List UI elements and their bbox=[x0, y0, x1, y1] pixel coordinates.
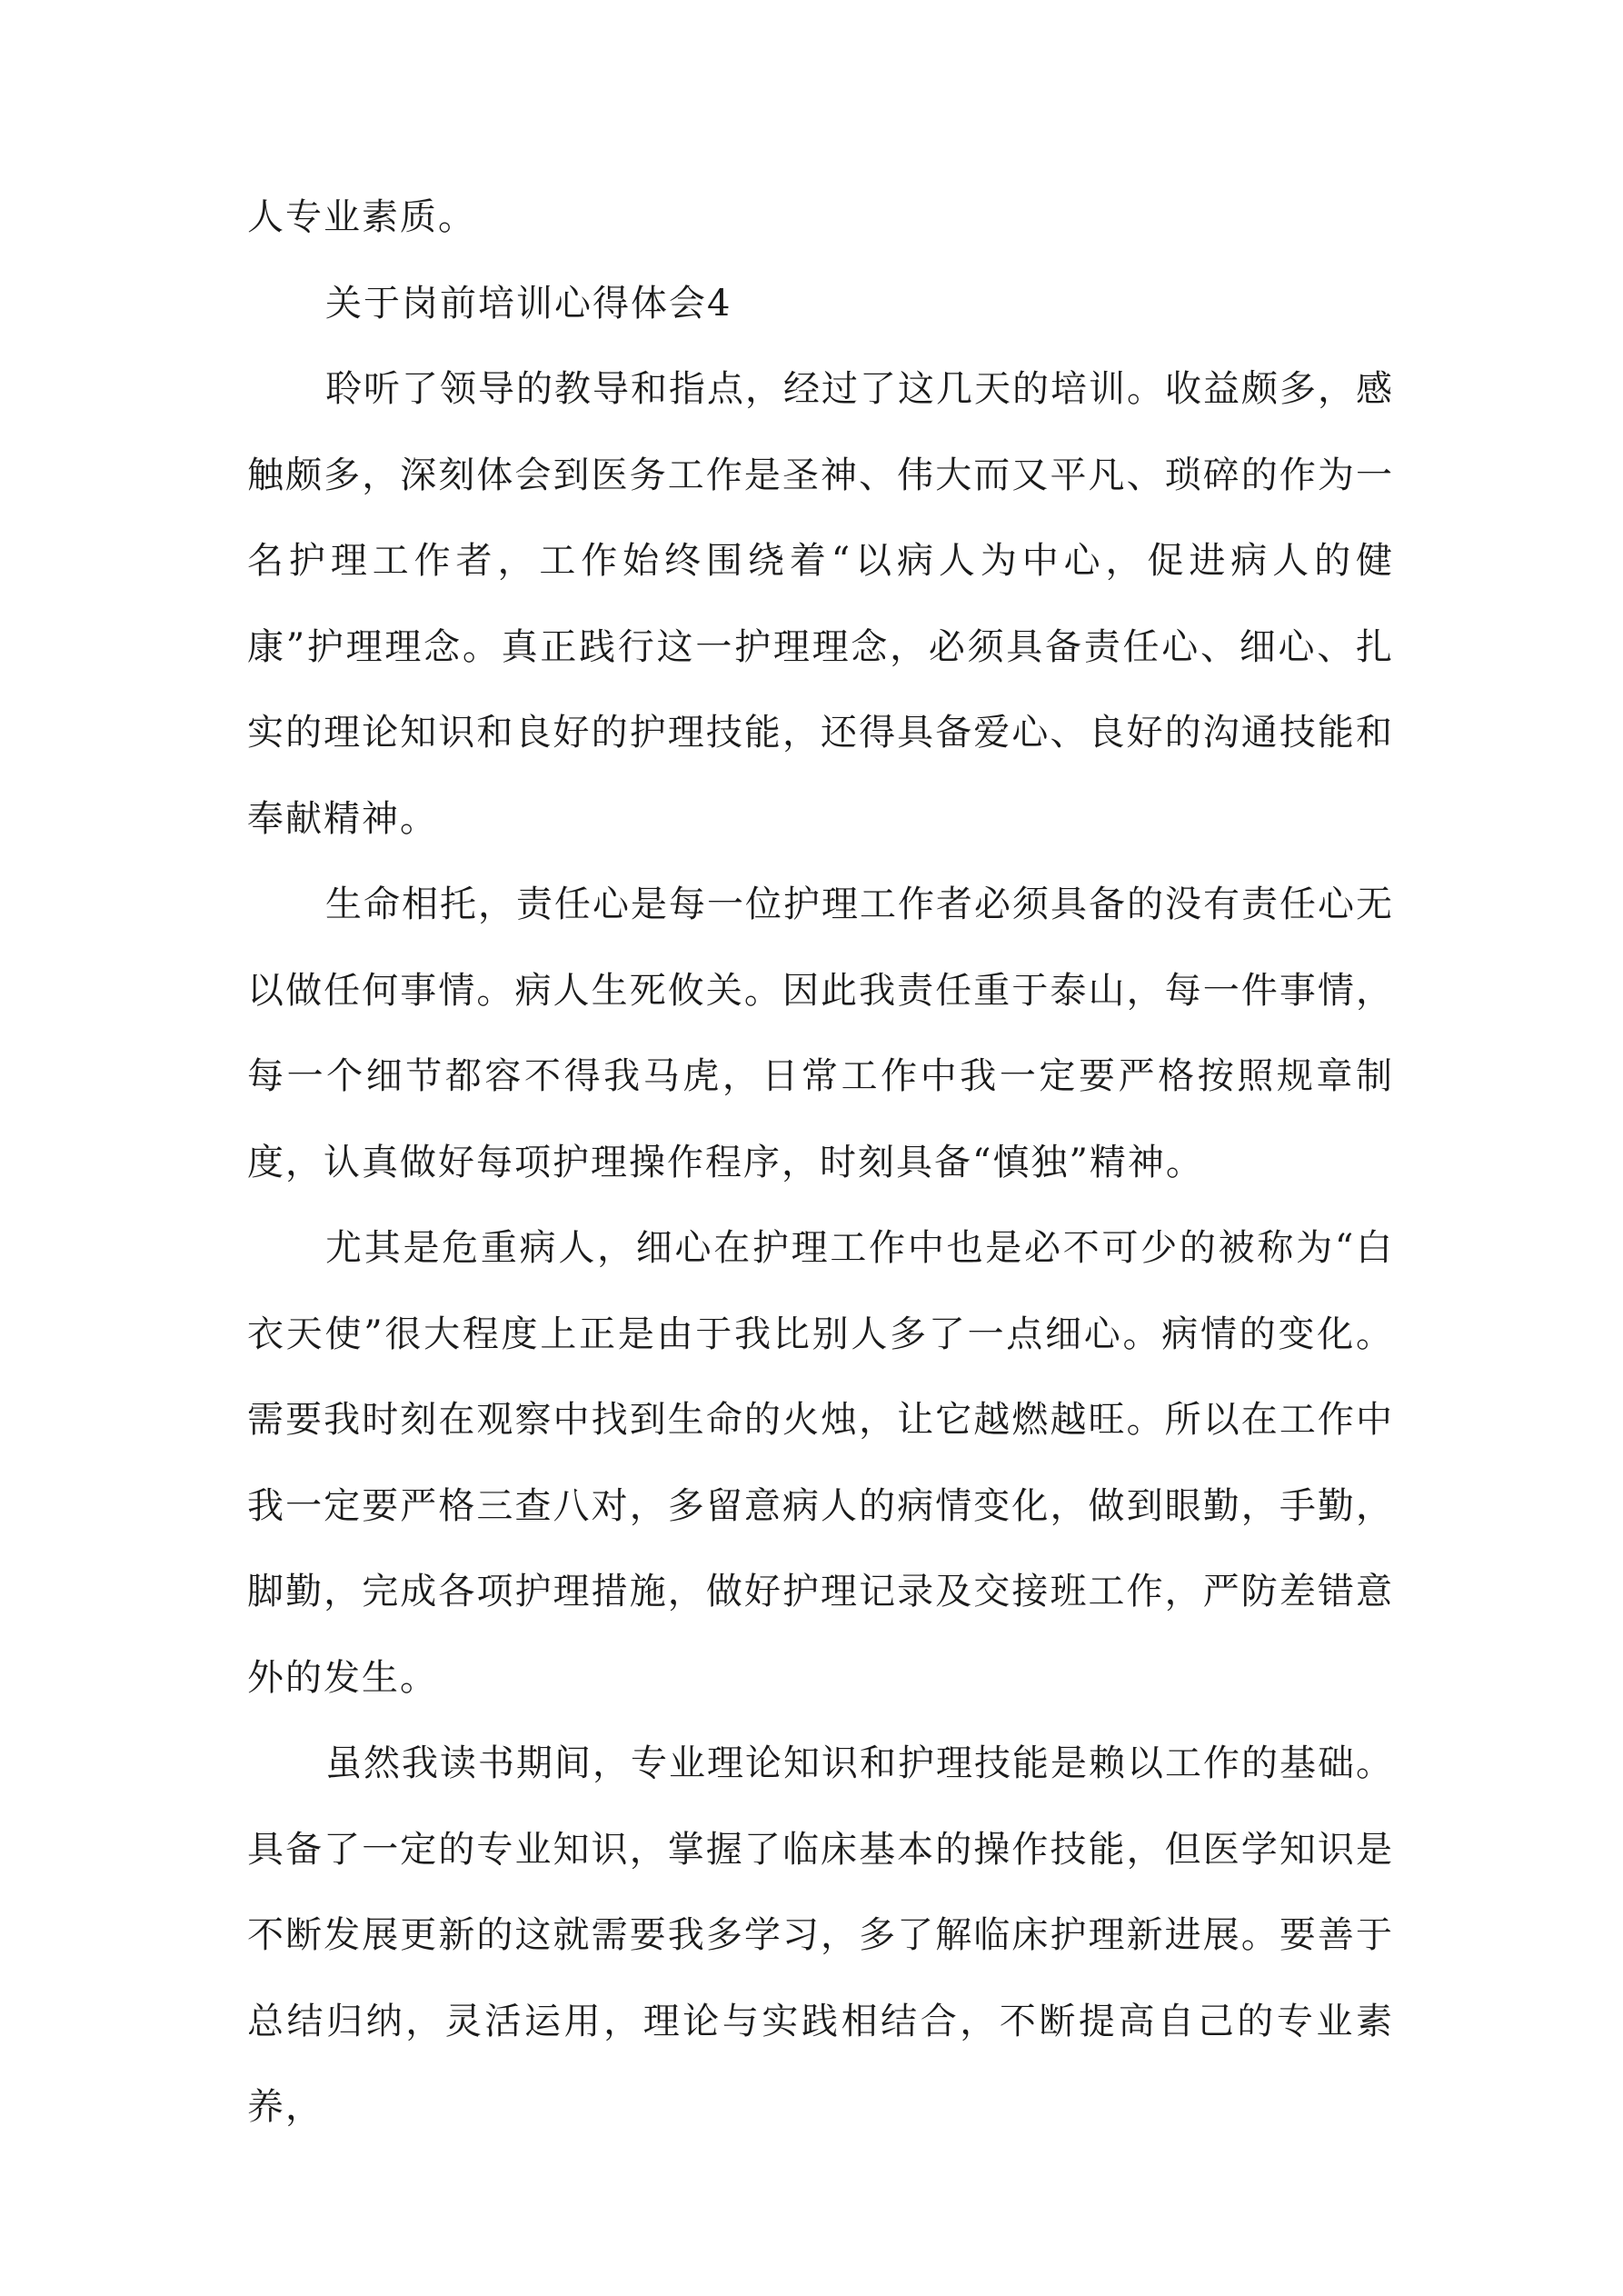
paragraph: 尤其是危重病人，细心在护理工作中也是必不可少的被称为“白衣天使”很大程度上正是由于我比别人多了一点细心。病情的变化。需要我时刻在观察中找到生命的火烛，让它越燃越旺。所以在工作中我一定要严格三查八对，多留意病人的病情变化，做到眼勤，手勤，脚勤，完成各项护理措施，做好护理记录及交接班工作，严防差错意外的发生。 bbox=[247, 1227, 1394, 1699]
paragraph-continuation: 人专业素质。 bbox=[247, 196, 476, 238]
paragraph: 生命相托，责任心是每一位护理工作者必须具备的没有责任心无以做任何事情。病人生死攸关。因此我责任重于泰山，每一件事情，每一个细节都容不得我马虎，日常工作中我一定要严格按照规章制度，认真做好每项护理操作程序，时刻具备“慎独”精神。 bbox=[247, 883, 1394, 1183]
paragraph: 虽然我读书期间，专业理论知识和护理技能是赖以工作的基础。具备了一定的专业知识，掌握了临床基本的操作技能，但医学知识是不断发展更新的这就需要我多学习，多了解临床护理新进展。要善于总结归纳，灵活运用，理论与实践相结合，不断提高自己的专业素养， bbox=[247, 1742, 1394, 2128]
document-body bbox=[247, 175, 1394, 2151]
section-heading: 关于岗前培训心得体会4 bbox=[325, 282, 732, 324]
paragraph: 聆听了领导的教导和指点，经过了这几天的培训。收益颇多，感触颇多，深刻体会到医务工作是圣神、伟大而又平凡、琐碎的作为一名护理工作者，工作始终围绕着“以病人为中心，促进病人的健康”护理理念。真正践行这一护理理念，必须具备责任心、细心、扎实的理论知识和良好的护理技能，还得具备爱心、良好的沟通技能和奉献精神。 bbox=[247, 368, 1394, 840]
